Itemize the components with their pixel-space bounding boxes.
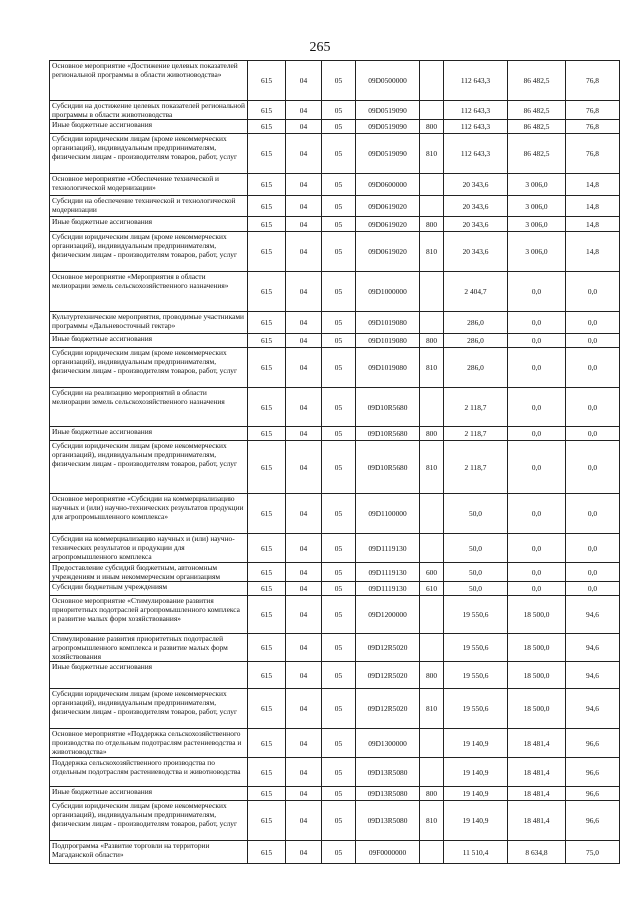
row-name: Иные бюджетные ассигнования	[50, 662, 248, 689]
row-target-article: 09D0519090	[356, 120, 420, 134]
row-name: Субсидии юридическим лицам (кроме некоммерческих организаций), индивидуальным предпринимателям, физическим лицам - производителям товаров, работ, услуг	[50, 801, 248, 841]
row-section: 04	[286, 758, 322, 787]
row-percent: 0,0	[566, 534, 620, 563]
row-subsection: 05	[322, 662, 356, 689]
table-row	[50, 272, 620, 312]
row-section: 04	[286, 101, 322, 120]
row-actual-amount: 18 500,0	[508, 662, 566, 689]
row-ved: 615	[248, 272, 286, 312]
row-percent: 94,6	[566, 689, 620, 729]
table-row	[50, 174, 620, 196]
row-section: 04	[286, 534, 322, 563]
row-target-article: 09D0619020	[356, 217, 420, 232]
row-name: Иные бюджетные ассигнования	[50, 334, 248, 348]
table-row	[50, 232, 620, 272]
row-section: 04	[286, 232, 322, 272]
row-name: Основное мероприятие «Достижение целевых показателей региональной программы в области животноводства»	[50, 61, 248, 101]
row-target-article: 09D1019080	[356, 348, 420, 388]
row-name: Предоставление субсидий бюджетным, автономным учреждениям и иным некоммерческим организациям	[50, 563, 248, 582]
row-actual-amount: 18 500,0	[508, 689, 566, 729]
row-percent: 0,0	[566, 494, 620, 534]
row-expense-type	[420, 196, 444, 217]
row-target-article: 09D1200000	[356, 596, 420, 634]
row-subsection: 05	[322, 582, 356, 596]
row-section: 04	[286, 582, 322, 596]
row-actual-amount: 18 500,0	[508, 634, 566, 662]
row-target-article: 09D12R5020	[356, 634, 420, 662]
row-percent: 96,6	[566, 801, 620, 841]
row-ved: 615	[248, 662, 286, 689]
row-expense-type: 600	[420, 563, 444, 582]
row-expense-type: 800	[420, 787, 444, 801]
row-planned-amount: 286,0	[444, 312, 508, 334]
row-ved: 615	[248, 312, 286, 334]
row-expense-type: 810	[420, 348, 444, 388]
row-expense-type: 800	[420, 334, 444, 348]
row-name: Поддержка сельскохозяйственного производства по отдельным подотраслям растениеводства и животноводства	[50, 758, 248, 787]
row-target-article: 09D0619020	[356, 196, 420, 217]
row-name: Иные бюджетные ассигнования	[50, 427, 248, 441]
budget-table	[49, 60, 620, 864]
row-actual-amount: 0,0	[508, 334, 566, 348]
row-ved: 615	[248, 217, 286, 232]
row-section: 04	[286, 120, 322, 134]
row-actual-amount: 18 481,4	[508, 801, 566, 841]
row-ved: 615	[248, 61, 286, 101]
row-planned-amount: 112 643,3	[444, 61, 508, 101]
row-target-article: 09D1019080	[356, 312, 420, 334]
row-subsection: 05	[322, 441, 356, 494]
row-actual-amount: 18 481,4	[508, 729, 566, 758]
row-planned-amount: 19 550,6	[444, 662, 508, 689]
row-percent: 76,8	[566, 134, 620, 174]
row-ved: 615	[248, 232, 286, 272]
row-target-article: 09D0600000	[356, 174, 420, 196]
row-name: Субсидии на реализацию мероприятий в области мелиорации земель сельскохозяйственного назначения	[50, 388, 248, 427]
row-name: Субсидии на достижение целевых показателей региональной программы в области животноводства	[50, 101, 248, 120]
table-row	[50, 217, 620, 232]
table-row	[50, 134, 620, 174]
row-name: Субсидии юридическим лицам (кроме некоммерческих организаций), индивидуальным предпринимателям, физическим лицам - производителям товаров, работ, услуг	[50, 232, 248, 272]
row-ved: 615	[248, 334, 286, 348]
row-expense-type: 810	[420, 689, 444, 729]
row-ved: 615	[248, 801, 286, 841]
row-name: Субсидии бюджетным учреждениям	[50, 582, 248, 596]
row-target-article: 09D12R5020	[356, 662, 420, 689]
row-actual-amount: 0,0	[508, 272, 566, 312]
table-row	[50, 596, 620, 634]
row-ved: 615	[248, 534, 286, 563]
row-target-article: 09F0000000	[356, 841, 420, 864]
row-percent: 0,0	[566, 272, 620, 312]
row-subsection: 05	[322, 348, 356, 388]
row-ved: 615	[248, 441, 286, 494]
row-actual-amount: 0,0	[508, 441, 566, 494]
table-row	[50, 662, 620, 689]
row-section: 04	[286, 494, 322, 534]
row-percent: 94,6	[566, 634, 620, 662]
row-expense-type: 800	[420, 120, 444, 134]
row-actual-amount: 3 006,0	[508, 174, 566, 196]
row-actual-amount: 8 634,8	[508, 841, 566, 864]
row-target-article: 09D1119130	[356, 563, 420, 582]
row-actual-amount: 0,0	[508, 582, 566, 596]
row-subsection: 05	[322, 634, 356, 662]
row-percent: 0,0	[566, 563, 620, 582]
row-ved: 615	[248, 388, 286, 427]
row-planned-amount: 20 343,6	[444, 174, 508, 196]
row-ved: 615	[248, 101, 286, 120]
row-expense-type	[420, 388, 444, 427]
row-expense-type: 810	[420, 801, 444, 841]
row-expense-type	[420, 494, 444, 534]
row-actual-amount: 86 482,5	[508, 134, 566, 174]
row-percent: 96,6	[566, 787, 620, 801]
row-section: 04	[286, 662, 322, 689]
row-name: Субсидии на коммерциализацию научных и (или) научно-технических результатов и продукции для агропромышленного комплекса	[50, 534, 248, 563]
row-name: Иные бюджетные ассигнования	[50, 217, 248, 232]
row-section: 04	[286, 334, 322, 348]
row-name: Подпрограмма «Развитие торговли на территории Магаданской области»	[50, 841, 248, 864]
row-planned-amount: 2 118,7	[444, 427, 508, 441]
row-percent: 0,0	[566, 441, 620, 494]
row-ved: 615	[248, 196, 286, 217]
row-planned-amount: 19 550,6	[444, 596, 508, 634]
row-name: Субсидии юридическим лицам (кроме некоммерческих организаций), индивидуальным предпринимателям, физическим лицам - производителям товаров, работ, услуг	[50, 134, 248, 174]
row-percent: 94,6	[566, 596, 620, 634]
table-row	[50, 689, 620, 729]
row-planned-amount: 286,0	[444, 348, 508, 388]
row-actual-amount: 0,0	[508, 312, 566, 334]
row-target-article: 09D0519090	[356, 134, 420, 174]
row-planned-amount: 20 343,6	[444, 196, 508, 217]
row-planned-amount: 2 404,7	[444, 272, 508, 312]
table-row	[50, 729, 620, 758]
row-section: 04	[286, 689, 322, 729]
row-name: Основное мероприятие «Мероприятия в области мелиорации земель сельскохозяйственного назначения»	[50, 272, 248, 312]
row-name: Субсидии на обеспечение технической и технологической модернизации	[50, 196, 248, 217]
table-row	[50, 758, 620, 787]
row-actual-amount: 0,0	[508, 427, 566, 441]
row-section: 04	[286, 217, 322, 232]
row-section: 04	[286, 312, 322, 334]
row-expense-type: 800	[420, 662, 444, 689]
row-percent: 0,0	[566, 334, 620, 348]
row-expense-type	[420, 174, 444, 196]
row-planned-amount: 50,0	[444, 563, 508, 582]
row-subsection: 05	[322, 563, 356, 582]
row-ved: 615	[248, 841, 286, 864]
row-target-article: 09D0519090	[356, 101, 420, 120]
table-row	[50, 348, 620, 388]
row-ved: 615	[248, 787, 286, 801]
row-ved: 615	[248, 758, 286, 787]
row-section: 04	[286, 563, 322, 582]
row-section: 04	[286, 441, 322, 494]
row-ved: 615	[248, 427, 286, 441]
row-planned-amount: 112 643,3	[444, 134, 508, 174]
row-subsection: 05	[322, 334, 356, 348]
row-percent: 14,8	[566, 232, 620, 272]
row-planned-amount: 112 643,3	[444, 101, 508, 120]
row-subsection: 05	[322, 534, 356, 563]
row-target-article: 09D10R5680	[356, 441, 420, 494]
row-name: Субсидии юридическим лицам (кроме некоммерческих организаций), индивидуальным предпринимателям, физическим лицам - производителям товаров, работ, услуг	[50, 441, 248, 494]
row-planned-amount: 286,0	[444, 334, 508, 348]
row-planned-amount: 112 643,3	[444, 120, 508, 134]
table-row	[50, 101, 620, 120]
row-planned-amount: 19 140,9	[444, 787, 508, 801]
row-expense-type	[420, 596, 444, 634]
row-subsection: 05	[322, 272, 356, 312]
row-expense-type: 800	[420, 217, 444, 232]
row-planned-amount: 20 343,6	[444, 217, 508, 232]
row-actual-amount: 0,0	[508, 494, 566, 534]
row-actual-amount: 0,0	[508, 388, 566, 427]
row-section: 04	[286, 787, 322, 801]
row-planned-amount: 19 550,6	[444, 689, 508, 729]
row-subsection: 05	[322, 427, 356, 441]
row-subsection: 05	[322, 232, 356, 272]
row-expense-type	[420, 312, 444, 334]
row-percent: 0,0	[566, 348, 620, 388]
row-target-article: 09D1000000	[356, 272, 420, 312]
table-row	[50, 120, 620, 134]
row-percent: 0,0	[566, 427, 620, 441]
row-subsection: 05	[322, 758, 356, 787]
table-row	[50, 61, 620, 101]
row-planned-amount: 20 343,6	[444, 232, 508, 272]
row-actual-amount: 0,0	[508, 348, 566, 388]
row-subsection: 05	[322, 217, 356, 232]
row-name: Основное мероприятие «Обеспечение технической и технологической модернизации»	[50, 174, 248, 196]
row-ved: 615	[248, 596, 286, 634]
row-planned-amount: 19 140,9	[444, 758, 508, 787]
row-section: 04	[286, 134, 322, 174]
row-section: 04	[286, 61, 322, 101]
row-subsection: 05	[322, 801, 356, 841]
row-name: Стимулирование развития приоритетных подотраслей агропромышленного комплекса и развитие малых форм хозяйствования	[50, 634, 248, 662]
row-percent: 0,0	[566, 312, 620, 334]
row-section: 04	[286, 841, 322, 864]
row-target-article: 09D1119130	[356, 582, 420, 596]
row-planned-amount: 2 118,7	[444, 388, 508, 427]
row-target-article: 09D1019080	[356, 334, 420, 348]
row-planned-amount: 50,0	[444, 534, 508, 563]
row-actual-amount: 3 006,0	[508, 232, 566, 272]
row-percent: 14,8	[566, 196, 620, 217]
row-planned-amount: 19 140,9	[444, 729, 508, 758]
row-subsection: 05	[322, 120, 356, 134]
row-subsection: 05	[322, 196, 356, 217]
row-section: 04	[286, 596, 322, 634]
row-actual-amount: 3 006,0	[508, 217, 566, 232]
row-actual-amount: 86 482,5	[508, 120, 566, 134]
row-expense-type	[420, 841, 444, 864]
row-percent: 75,0	[566, 841, 620, 864]
row-name: Основное мероприятие «Субсидии на коммерциализацию научных и (или) научно-технических результатов продукции для агропромышленного комплекса»	[50, 494, 248, 534]
row-section: 04	[286, 272, 322, 312]
row-actual-amount: 86 482,5	[508, 61, 566, 101]
row-expense-type: 800	[420, 427, 444, 441]
row-percent: 14,8	[566, 217, 620, 232]
row-name: Субсидии юридическим лицам (кроме некоммерческих организаций), индивидуальным предпринимателям, физическим лицам - производителям товаров, работ, услуг	[50, 689, 248, 729]
table-row	[50, 427, 620, 441]
table-row	[50, 582, 620, 596]
table-row	[50, 801, 620, 841]
row-target-article: 09D1119130	[356, 534, 420, 563]
table-row	[50, 196, 620, 217]
row-subsection: 05	[322, 61, 356, 101]
row-subsection: 05	[322, 729, 356, 758]
row-section: 04	[286, 174, 322, 196]
row-expense-type	[420, 634, 444, 662]
table-row	[50, 534, 620, 563]
row-expense-type: 810	[420, 134, 444, 174]
table-row	[50, 841, 620, 864]
table-row	[50, 441, 620, 494]
row-planned-amount: 50,0	[444, 582, 508, 596]
row-subsection: 05	[322, 596, 356, 634]
row-ved: 615	[248, 120, 286, 134]
row-target-article: 09D1300000	[356, 729, 420, 758]
row-target-article: 09D13R5080	[356, 787, 420, 801]
row-ved: 615	[248, 689, 286, 729]
table-row	[50, 388, 620, 427]
table-row	[50, 312, 620, 334]
row-planned-amount: 2 118,7	[444, 441, 508, 494]
row-expense-type	[420, 61, 444, 101]
row-expense-type: 810	[420, 232, 444, 272]
row-section: 04	[286, 388, 322, 427]
row-subsection: 05	[322, 388, 356, 427]
row-subsection: 05	[322, 689, 356, 729]
row-ved: 615	[248, 134, 286, 174]
row-target-article: 09D1100000	[356, 494, 420, 534]
row-percent: 0,0	[566, 388, 620, 427]
row-planned-amount: 11 510,4	[444, 841, 508, 864]
row-name: Иные бюджетные ассигнования	[50, 787, 248, 801]
row-ved: 615	[248, 582, 286, 596]
row-expense-type: 810	[420, 441, 444, 494]
row-actual-amount: 0,0	[508, 534, 566, 563]
row-actual-amount: 18 481,4	[508, 758, 566, 787]
table-row	[50, 494, 620, 534]
table-row	[50, 634, 620, 662]
row-name: Основное мероприятие «Стимулирование развития приоритетных подотраслей агропромышленного комплекса и развитие малых форм хозяйствования»	[50, 596, 248, 634]
row-subsection: 05	[322, 841, 356, 864]
row-actual-amount: 18 500,0	[508, 596, 566, 634]
row-planned-amount: 19 550,6	[444, 634, 508, 662]
row-section: 04	[286, 729, 322, 758]
row-percent: 96,6	[566, 729, 620, 758]
row-percent: 76,8	[566, 61, 620, 101]
row-percent: 96,6	[566, 758, 620, 787]
row-actual-amount: 18 481,4	[508, 787, 566, 801]
table-row	[50, 563, 620, 582]
row-subsection: 05	[322, 174, 356, 196]
row-ved: 615	[248, 174, 286, 196]
row-name: Культуртехнические мероприятия, проводимые участниками программы «Дальневосточный гектар»	[50, 312, 248, 334]
table-row	[50, 334, 620, 348]
row-actual-amount: 0,0	[508, 563, 566, 582]
row-subsection: 05	[322, 134, 356, 174]
row-target-article: 09D13R5080	[356, 801, 420, 841]
row-ved: 615	[248, 348, 286, 388]
row-percent: 76,8	[566, 120, 620, 134]
row-expense-type	[420, 534, 444, 563]
row-planned-amount: 19 140,9	[444, 801, 508, 841]
row-target-article: 09D13R5080	[356, 758, 420, 787]
table-row	[50, 787, 620, 801]
row-percent: 94,6	[566, 662, 620, 689]
page-number: 265	[309, 40, 331, 55]
row-name: Основное мероприятие «Поддержка сельскохозяйственного производства по отдельным подотраслям растениеводства и животноводства»	[50, 729, 248, 758]
row-target-article: 09D10R5680	[356, 388, 420, 427]
row-ved: 615	[248, 729, 286, 758]
row-expense-type	[420, 758, 444, 787]
row-percent: 0,0	[566, 582, 620, 596]
row-ved: 615	[248, 494, 286, 534]
row-section: 04	[286, 801, 322, 841]
row-actual-amount: 86 482,5	[508, 101, 566, 120]
row-subsection: 05	[322, 494, 356, 534]
row-ved: 615	[248, 563, 286, 582]
row-expense-type	[420, 729, 444, 758]
row-expense-type	[420, 272, 444, 312]
row-target-article: 09D0619020	[356, 232, 420, 272]
row-expense-type	[420, 101, 444, 120]
row-percent: 76,8	[566, 101, 620, 120]
row-actual-amount: 3 006,0	[508, 196, 566, 217]
row-name: Субсидии юридическим лицам (кроме некоммерческих организаций), индивидуальным предпринимателям, физическим лицам - производителям товаров, работ, услуг	[50, 348, 248, 388]
row-subsection: 05	[322, 101, 356, 120]
row-section: 04	[286, 196, 322, 217]
row-section: 04	[286, 634, 322, 662]
row-ved: 615	[248, 634, 286, 662]
row-expense-type: 610	[420, 582, 444, 596]
row-subsection: 05	[322, 787, 356, 801]
row-subsection: 05	[322, 312, 356, 334]
row-target-article: 09D12R5020	[356, 689, 420, 729]
row-name: Иные бюджетные ассигнования	[50, 120, 248, 134]
row-target-article: 09D0500000	[356, 61, 420, 101]
row-section: 04	[286, 427, 322, 441]
row-section: 04	[286, 348, 322, 388]
row-percent: 14,8	[566, 174, 620, 196]
row-planned-amount: 50,0	[444, 494, 508, 534]
row-target-article: 09D10R5680	[356, 427, 420, 441]
